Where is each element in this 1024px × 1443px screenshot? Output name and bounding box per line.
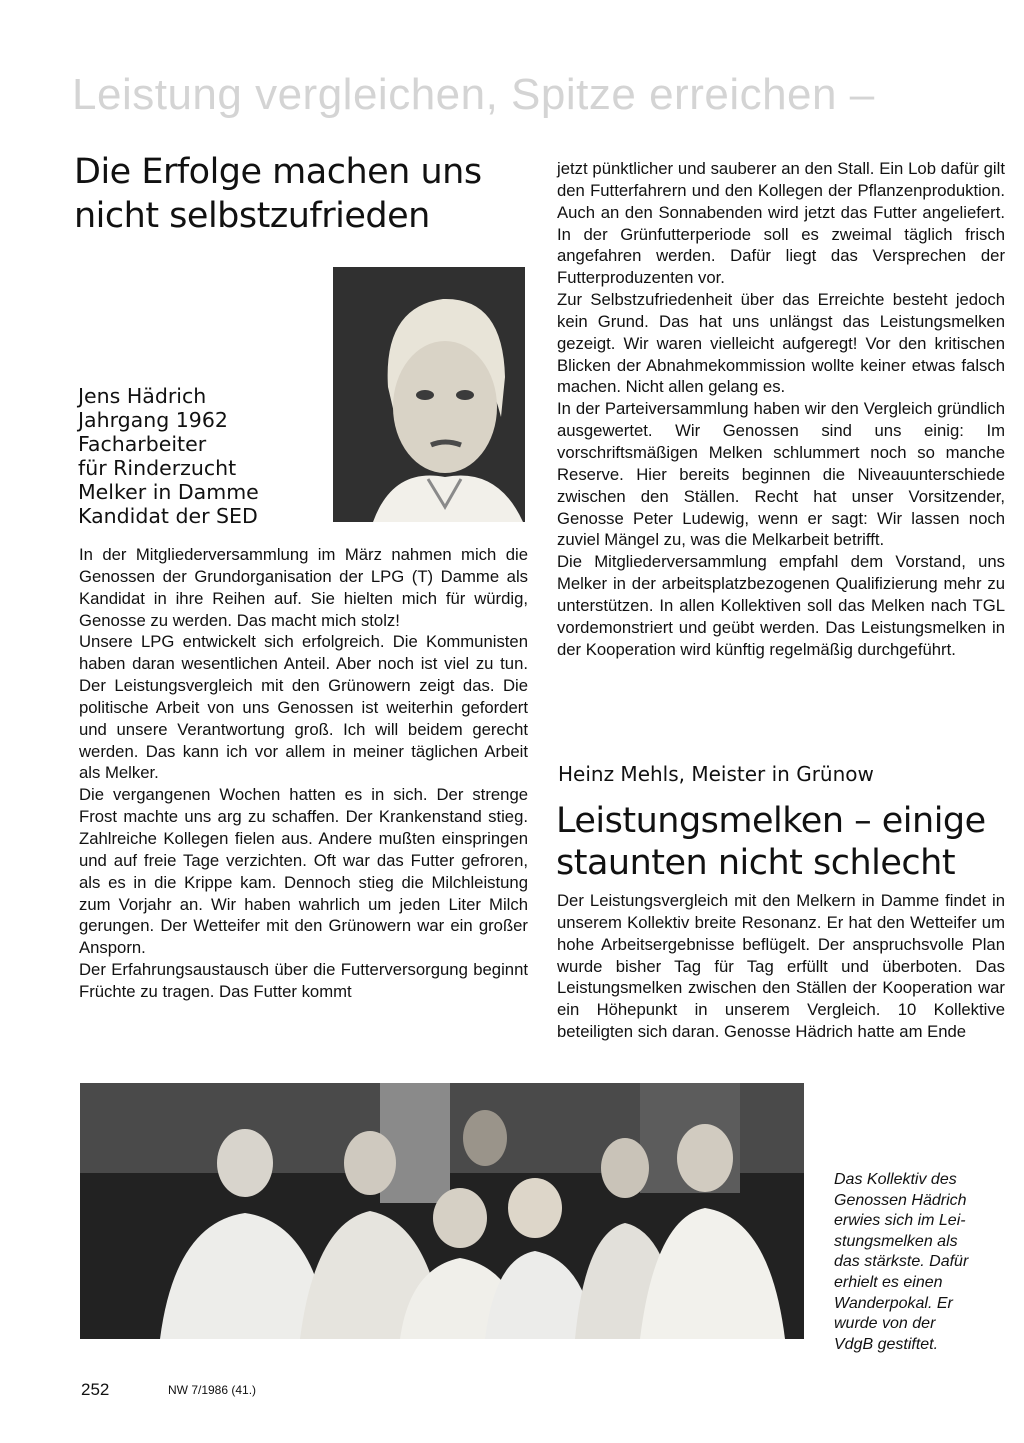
page-number: 252: [81, 1380, 110, 1399]
caption-line: Genossen Hädrich: [834, 1191, 967, 1209]
candidate-bio: [78, 384, 318, 528]
article-body-right: [557, 158, 1005, 660]
body-paragraph: Zur Selbstzufriedenheit über das Erreichte besteht jedoch kein Grund. Das hat uns unlängst das Leistungsmelken gezeigt. Wir waren vielleicht aufgeregt! Vor den kritischen Blicken der Abnahmekommission wollte keiner etwas falsch machen. Nicht allen gelang es.: [557, 290, 1005, 397]
headline-line: Die Erfolge machen uns: [74, 152, 482, 192]
article-author: Heinz Mehls, Meister in Grünow: [558, 762, 874, 786]
body-paragraph: Die Mitgliederversammlung empfahl dem Vorstand, uns Melker in der arbeitsplatzbezogenen Qualifizierung mehr zu unterstützen. In allen Kollektiven soll das Melken nach TGL vordemonstriert und geübt werden. Das Leistungsmelken in der Kooperation wird künftig regelmäßig durchgeführt.: [557, 552, 1005, 659]
caption-line: erwies sich im Lei-: [834, 1212, 966, 1230]
bio-line: Jahrgang 1962: [78, 408, 228, 432]
article-headline-2: [556, 800, 1006, 884]
headline-line: staunten nicht schlecht: [556, 843, 956, 883]
body-paragraph: In der Parteiversammlung haben wir den Vergleich gründlich ausgewertet. Wir Genossen sind uns einig: Im vorschriftsmäßigen Melken schlummert noch so manche Reserve. Hier bereits beginnen die Niveauunterschiede zwischen den Ställen. Recht hat unser Vorsitzender, Genosse Peter Ludewig, wenn er sagt: Wir lassen noch zuviel Mängel zu, was die Melkarbeit betrifft.: [557, 399, 1005, 550]
body-paragraph: Die vergangenen Wochen hatten es in sich. Der strenge Frost machte uns arg zu schaffen. Der Krankenstand stieg. Zahlreiche Kollegen fielen aus. Andere mußten einspringen und auf freie Tage verzichten. Oft war das Futter gefroren, als es in die Krippe kam. Dennoch stieg die Milchleistung zum Vorjahr an. Wir haben wahrlich um jeden Liter Milch gerungen. Der Wetteifer mit den Grünowern war ein großer Ansporn.: [79, 785, 528, 958]
caption-line: Das Kollektiv des: [834, 1171, 957, 1188]
caption-line: Wanderpokal. Er: [834, 1294, 953, 1312]
caption-line: stungsmelken als: [834, 1232, 958, 1250]
headline-line: nicht selbstzufrieden: [74, 196, 430, 236]
article-body-left: [79, 544, 528, 1003]
group-photo: [80, 1083, 804, 1339]
body-paragraph: Der Erfahrungsaustausch über die Futterversorgung beginnt Früchte zu tragen. Das Futter kommt: [79, 960, 528, 1001]
bio-line: Melker in Damme: [78, 480, 259, 504]
portrait-photo: [333, 267, 525, 522]
headline-line: Leistungsmelken – einige: [556, 801, 986, 841]
body-paragraph: Unsere LPG entwickelt sich erfolgreich. Die Kommunisten haben daran wesentlichen Anteil. Aber noch ist viel zu tun. Der Leistungsvergleich mit den Grünowern zeigt das. Die politische Arbeit von uns Genossen ist weiterhin gefordert und unsere Verantwortung groß. Ich will beidem gerecht werden. Das kann ich vor allem in meiner täglichen Arbeit als Melker.: [79, 632, 528, 783]
caption-line: wurde von der: [834, 1315, 936, 1333]
body-paragraph: Der Leistungsvergleich mit den Melkern in Damme findet in unserem Kollektiv breite Resonanz. Er hat den Wetteifer um hohe Arbeitsergebnisse beflügelt. Der anspruchsvolle Plan wurde bisher Tag für Tag erfüllt und überboten. Das Leistungsmelken zwischen den Ställen der Kooperation war ein Höhepunkt in unserem Vergleich. 10 Kollektive beteiligten sich daran. Genosse Hädrich hatte am Ende: [557, 891, 1005, 1042]
issue-label: NW 7/1986 (41.): [168, 1383, 257, 1397]
body-paragraph: jetzt pünktlicher und sauberer an den Stall. Ein Lob dafür gilt den Futterfahrern und den Kollegen der Pflanzenproduktion. Auch an den Sonnabenden wird jetzt das Futter angeliefert. In der Grünfutterperiode soll es zweimal täglich frisch angefahren werden. Dafür liegt das Versprechen der Futterproduzenten vor.: [557, 159, 1005, 288]
body-paragraph: In der Mitgliederversammlung im März nahmen mich die Genossen der Grundorganisation der LPG (T) Damme als Kandidat in ihre Reihen auf. Sie hielten mich für würdig, Genosse zu werden. Das macht mich stolz!: [79, 545, 528, 630]
bio-line: Jens Hädrich: [78, 384, 207, 408]
caption-line: das stärkste. Dafür: [834, 1253, 969, 1271]
caption-line: VdgB gestiftet.: [834, 1335, 939, 1353]
article-body-2: [557, 890, 1005, 1043]
bio-line: für Rinderzucht: [78, 456, 237, 480]
caption-line: erhielt es einen: [834, 1273, 943, 1291]
bio-line: Kandidat der SED: [78, 504, 258, 528]
bio-line: Facharbeiter: [78, 432, 207, 456]
section-kicker: Leistung vergleichen, Spitze erreichen –: [72, 70, 875, 119]
article-headline: [74, 150, 524, 238]
photo-caption: [834, 1170, 994, 1355]
